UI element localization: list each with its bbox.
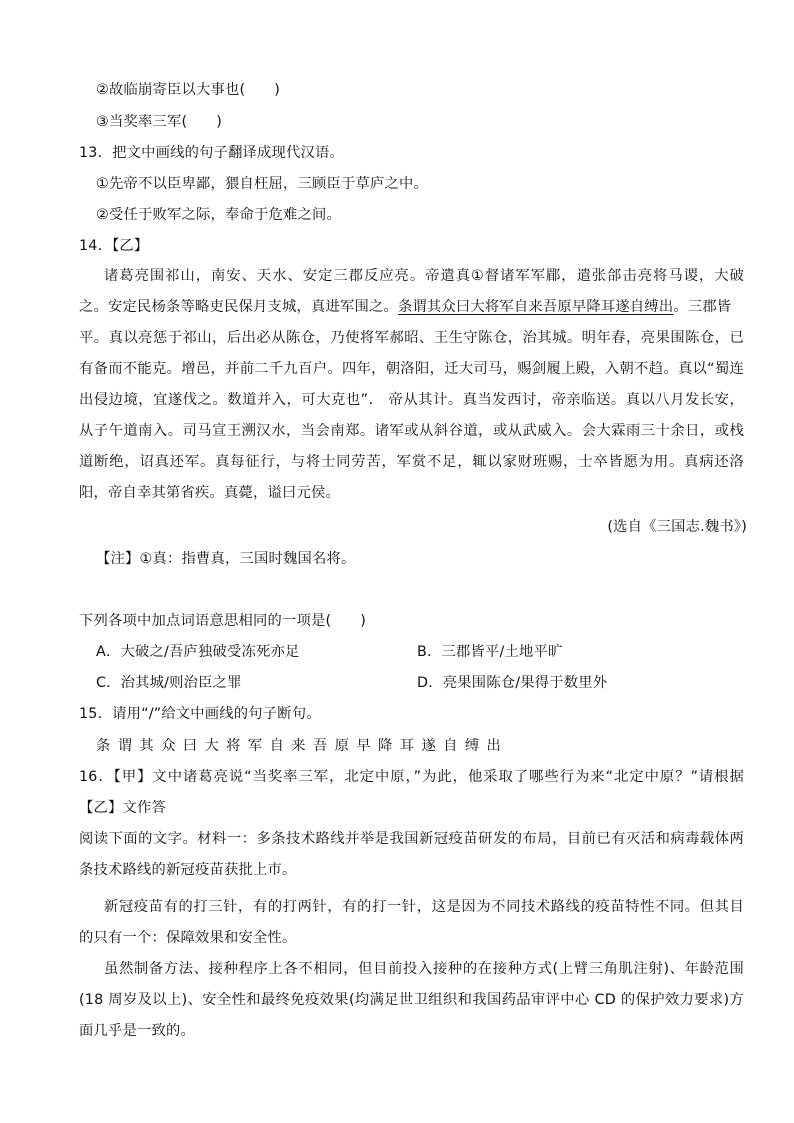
annotation-note: 【注】①真：指曹真，三国时魏国名将。 [96,551,356,567]
passage-line-2-start: 之。安定民杨条等略吏民保月支城，真进军围之。 [79,299,398,315]
passage-line-2-end: 。三郡皆 [673,299,732,315]
q13-item-2: ②受任于败军之际，奉命于危难之间。 [96,207,341,223]
material-line-5: 虽然制备方法、接种程序上各不相同，但目前投入接种的在接种方式(上臂三角肌注射)、年龄范围 [104,961,744,977]
passage-line-8: 阳，帝自幸其第省疾。真薨，谥曰元侯。 [79,485,340,501]
q16-line-2: 【乙】文作答 [79,800,166,816]
q16-line-1: 16．【甲】文中诸葛亮说“当奖率三军，北定中原，”为此，他采取了哪些行为来“北定中原？”请根据 [79,769,744,785]
option-b: B．三郡皆平/土地平旷 [417,644,563,660]
q14-header: 14．【乙】 [79,238,149,254]
passage-line-5: 出侵边境，宜遂伐之。数道并入，可大克也”． 帝从其计。真当发西讨，帝亲临送。真以八月发长安， [79,392,744,408]
q15-prompt: 15．请用“/”给文中画线的句子断句。 [79,706,321,722]
option-a: A．大破之/吾庐独破受冻死亦足 [96,644,300,660]
q12-item-3: ③当奖率三军( ) [96,114,223,130]
q12-item-2: ②故临崩寄臣以大事也( ) [96,82,281,98]
source-citation: (选自《三国志.魏书》) [607,519,747,535]
material-line-7: 面几乎是一致的。 [79,1023,195,1039]
material-line-6: (18 周岁及以上)、安全性和最终免疫效果(均满足世卫组织和我国药品审评中心 CD 的保护效力要求)方 [79,992,744,1008]
material-line-2: 条技术路线的新冠疫苗获批上市。 [79,862,297,878]
option-c: C．治其城/则治臣之罪 [96,675,242,691]
passage-line-4: 有备而不能克。增邑，并前二千九百户。四年，朝洛阳，迁大司马，赐剑履上殿，入朝不趋。真以“蜀连 [79,361,744,377]
material-line-1: 阅读下面的文字。材料一：多条技术路线并举是我国新冠疫苗研发的布局，目前已有灭活和病毒载体两 [79,831,744,847]
q13-prompt: 13．把文中画线的句子翻译成现代汉语。 [79,145,345,161]
passage-line-7: 道断绝，诏真还军。真每征行，与将士同劳苦，军赏不足，辄以家财班赐，士卒皆愿为用。真病还洛 [79,454,744,470]
q15-sentence: 条谓其众曰大将军自来吾原早降耳遂自缚出 [96,738,509,754]
option-d: D．亮果围陈仓/果得于数里外 [417,675,608,691]
underlined-sentence: 条谓其众曰大将军自来吾原早降耳遂自缚出 [397,299,674,315]
q13-item-1: ①先帝不以臣卑鄙，猥自枉屈，三顾臣于草庐之中。 [96,176,428,192]
passage-line-2 [79,297,744,317]
material-line-4: 的只有一个：保障效果和安全性。 [79,930,297,946]
passage-line-3: 平。真以亮惩于祁山，后出必从陈仓，乃使将军郝昭、王生守陈仓，治其城。明年春，亮果围陈仓，已 [79,330,744,346]
passage-line-1: 诸葛亮围祁山，南安、天水、安定三郡反应亮。帝遣真①督诸军军郿，遣张郃击亮将马谡，大破 [104,268,744,284]
mc-question-prompt: 下列各项中加点词语意思相同的一项是( ) [79,613,366,629]
material-line-3: 新冠疫苗有的打三针，有的打两针，有的打一针，这是因为不同技术路线的疫苗特性不同。但其目 [104,899,744,915]
passage-line-6: 从子午道南入。司马宣王溯汉水，当会南郑。诸军或从斜谷道，或从武威入。会大霖雨三十余日，或栈 [79,423,744,439]
